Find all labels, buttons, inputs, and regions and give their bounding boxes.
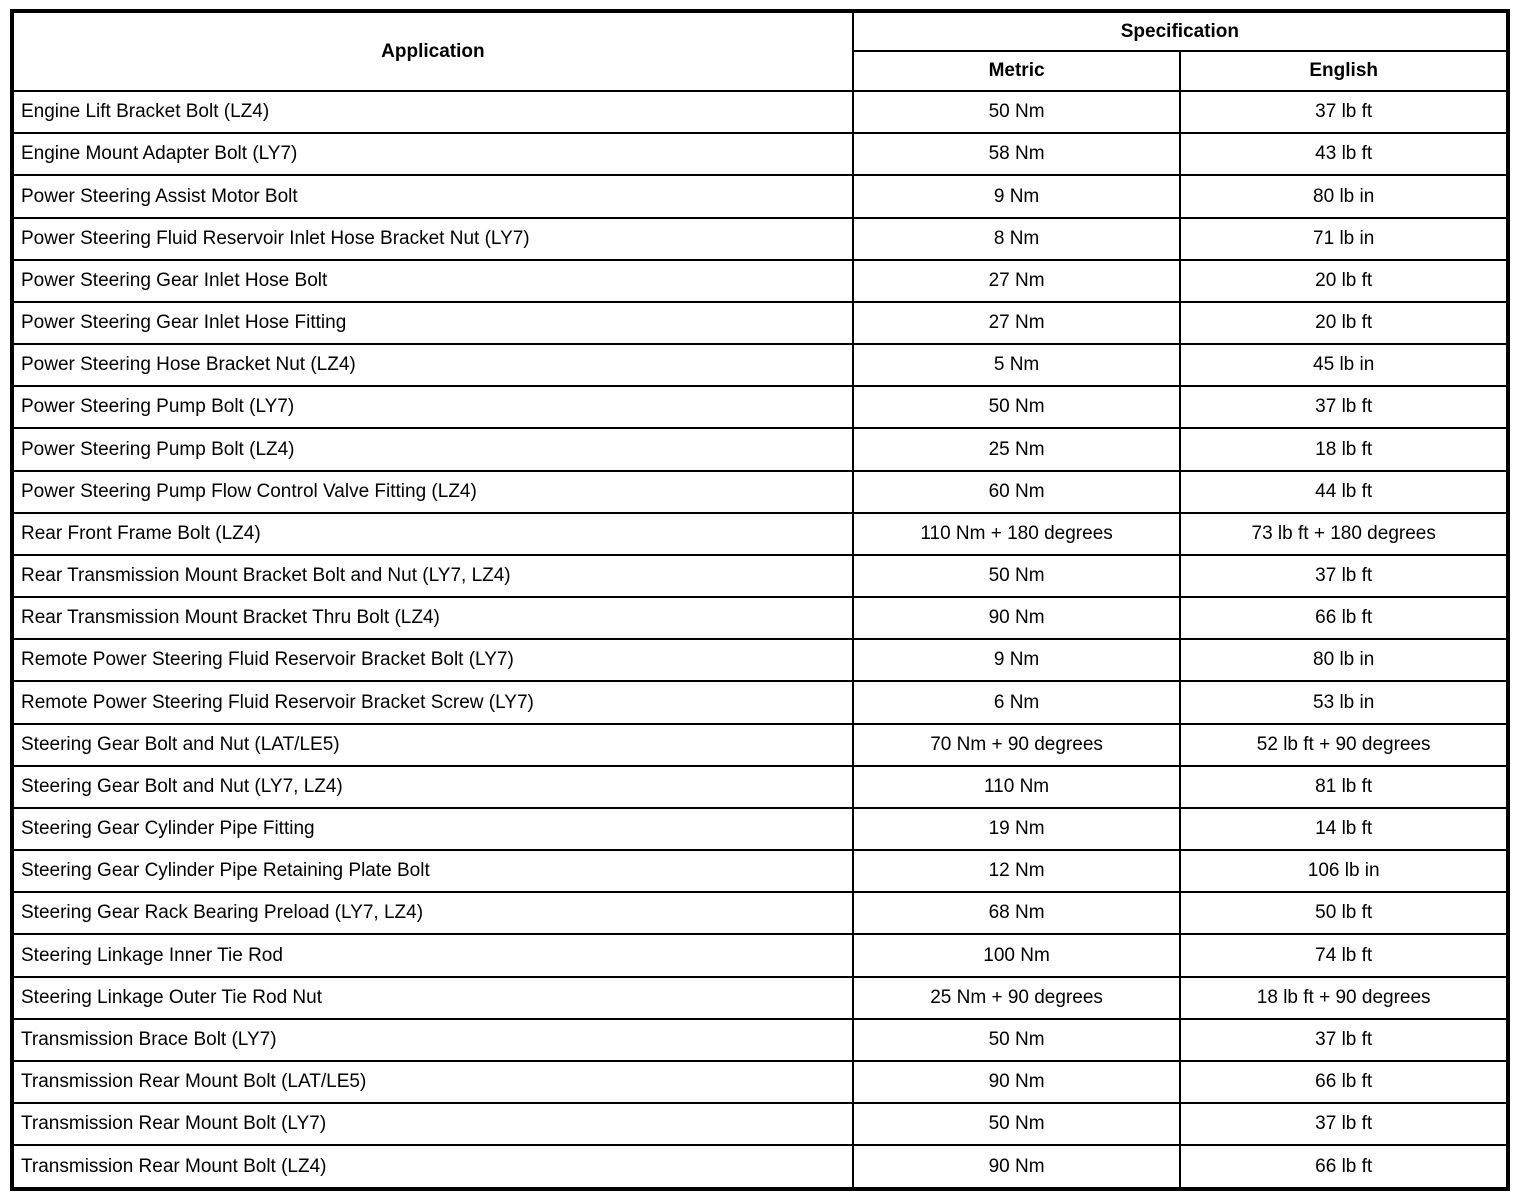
metric-value-cell: 60 Nm: [853, 471, 1181, 513]
metric-value-cell: 50 Nm: [853, 91, 1181, 133]
table-row: [12, 850, 1508, 892]
metric-value-cell: 8 Nm: [853, 218, 1181, 260]
metric-value-cell: 90 Nm: [853, 1145, 1181, 1189]
table-row: [12, 471, 1508, 513]
english-value-cell: 37 lb ft: [1180, 1103, 1508, 1145]
application-cell: Power Steering Pump Bolt (LY7): [12, 386, 853, 428]
application-cell: Steering Gear Cylinder Pipe Fitting: [12, 808, 853, 850]
spec-table-body: [12, 91, 1508, 1189]
metric-value-cell: 100 Nm: [853, 934, 1181, 976]
table-row: [12, 91, 1508, 133]
english-value-cell: 37 lb ft: [1180, 386, 1508, 428]
english-value-cell: 81 lb ft: [1180, 766, 1508, 808]
metric-value-cell: 110 Nm: [853, 766, 1181, 808]
english-value-cell: 43 lb ft: [1180, 133, 1508, 175]
metric-value-cell: 25 Nm: [853, 428, 1181, 470]
english-value-cell: 80 lb in: [1180, 639, 1508, 681]
header-specification: Specification: [853, 11, 1508, 51]
application-cell: Engine Mount Adapter Bolt (LY7): [12, 133, 853, 175]
table-row: [12, 639, 1508, 681]
table-row: [12, 977, 1508, 1019]
application-cell: Power Steering Hose Bracket Nut (LZ4): [12, 344, 853, 386]
english-value-cell: 20 lb ft: [1180, 302, 1508, 344]
metric-value-cell: 12 Nm: [853, 850, 1181, 892]
table-row: [12, 133, 1508, 175]
header-metric: Metric: [853, 51, 1181, 91]
table-row: [12, 428, 1508, 470]
application-cell: Transmission Brace Bolt (LY7): [12, 1019, 853, 1061]
metric-value-cell: 70 Nm + 90 degrees: [853, 724, 1181, 766]
application-cell: Transmission Rear Mount Bolt (LZ4): [12, 1145, 853, 1189]
table-row: [12, 808, 1508, 850]
table-row: [12, 344, 1508, 386]
english-value-cell: 66 lb ft: [1180, 1061, 1508, 1103]
metric-value-cell: 90 Nm: [853, 597, 1181, 639]
english-value-cell: 52 lb ft + 90 degrees: [1180, 724, 1508, 766]
table-row: [12, 302, 1508, 344]
table-row: [12, 597, 1508, 639]
english-value-cell: 37 lb ft: [1180, 555, 1508, 597]
table-row: [12, 892, 1508, 934]
application-cell: Remote Power Steering Fluid Reservoir Bracket Screw (LY7): [12, 681, 853, 723]
application-cell: Steering Gear Cylinder Pipe Retaining Plate Bolt: [12, 850, 853, 892]
table-row: [12, 1019, 1508, 1061]
english-value-cell: 66 lb ft: [1180, 1145, 1508, 1189]
application-cell: Rear Transmission Mount Bracket Thru Bolt (LZ4): [12, 597, 853, 639]
metric-value-cell: 6 Nm: [853, 681, 1181, 723]
table-row: [12, 1061, 1508, 1103]
metric-value-cell: 50 Nm: [853, 386, 1181, 428]
metric-value-cell: 9 Nm: [853, 175, 1181, 217]
table-row: [12, 766, 1508, 808]
english-value-cell: 37 lb ft: [1180, 91, 1508, 133]
english-value-cell: 74 lb ft: [1180, 934, 1508, 976]
application-cell: Transmission Rear Mount Bolt (LY7): [12, 1103, 853, 1145]
metric-value-cell: 25 Nm + 90 degrees: [853, 977, 1181, 1019]
english-value-cell: 106 lb in: [1180, 850, 1508, 892]
metric-value-cell: 58 Nm: [853, 133, 1181, 175]
english-value-cell: 50 lb ft: [1180, 892, 1508, 934]
table-row: [12, 175, 1508, 217]
english-value-cell: 45 lb in: [1180, 344, 1508, 386]
english-value-cell: 73 lb ft + 180 degrees: [1180, 513, 1508, 555]
table-row: [12, 260, 1508, 302]
application-cell: Steering Gear Bolt and Nut (LAT/LE5): [12, 724, 853, 766]
metric-value-cell: 50 Nm: [853, 1019, 1181, 1061]
application-cell: Power Steering Assist Motor Bolt: [12, 175, 853, 217]
metric-value-cell: 27 Nm: [853, 260, 1181, 302]
metric-value-cell: 9 Nm: [853, 639, 1181, 681]
english-value-cell: 20 lb ft: [1180, 260, 1508, 302]
header-application: Application: [12, 11, 853, 91]
metric-value-cell: 50 Nm: [853, 1103, 1181, 1145]
english-value-cell: 37 lb ft: [1180, 1019, 1508, 1061]
metric-value-cell: 110 Nm + 180 degrees: [853, 513, 1181, 555]
table-row: [12, 681, 1508, 723]
english-value-cell: 80 lb in: [1180, 175, 1508, 217]
application-cell: Transmission Rear Mount Bolt (LAT/LE5): [12, 1061, 853, 1103]
english-value-cell: 53 lb in: [1180, 681, 1508, 723]
english-value-cell: 14 lb ft: [1180, 808, 1508, 850]
metric-value-cell: 50 Nm: [853, 555, 1181, 597]
torque-spec-table: [10, 9, 1510, 1191]
table-row: [12, 555, 1508, 597]
header-english: English: [1180, 51, 1508, 91]
application-cell: Steering Linkage Outer Tie Rod Nut: [12, 977, 853, 1019]
table-row: [12, 724, 1508, 766]
application-cell: Steering Gear Bolt and Nut (LY7, LZ4): [12, 766, 853, 808]
table-row: [12, 1103, 1508, 1145]
application-cell: Power Steering Pump Bolt (LZ4): [12, 428, 853, 470]
application-cell: Rear Transmission Mount Bracket Bolt and Nut (LY7, LZ4): [12, 555, 853, 597]
table-row: [12, 386, 1508, 428]
english-value-cell: 71 lb in: [1180, 218, 1508, 260]
english-value-cell: 18 lb ft + 90 degrees: [1180, 977, 1508, 1019]
table-row: [12, 934, 1508, 976]
english-value-cell: 66 lb ft: [1180, 597, 1508, 639]
application-cell: Engine Lift Bracket Bolt (LZ4): [12, 91, 853, 133]
application-cell: Rear Front Frame Bolt (LZ4): [12, 513, 853, 555]
application-cell: Power Steering Pump Flow Control Valve Fitting (LZ4): [12, 471, 853, 513]
application-cell: Steering Gear Rack Bearing Preload (LY7, LZ4): [12, 892, 853, 934]
table-row: [12, 513, 1508, 555]
application-cell: Steering Linkage Inner Tie Rod: [12, 934, 853, 976]
english-value-cell: 44 lb ft: [1180, 471, 1508, 513]
application-cell: Power Steering Gear Inlet Hose Fitting: [12, 302, 853, 344]
metric-value-cell: 19 Nm: [853, 808, 1181, 850]
application-cell: Power Steering Gear Inlet Hose Bolt: [12, 260, 853, 302]
table-row: [12, 218, 1508, 260]
metric-value-cell: 90 Nm: [853, 1061, 1181, 1103]
table-row: [12, 1145, 1508, 1189]
application-cell: Power Steering Fluid Reservoir Inlet Hose Bracket Nut (LY7): [12, 218, 853, 260]
application-cell: Remote Power Steering Fluid Reservoir Bracket Bolt (LY7): [12, 639, 853, 681]
spec-table-header: [12, 11, 1508, 91]
metric-value-cell: 5 Nm: [853, 344, 1181, 386]
metric-value-cell: 68 Nm: [853, 892, 1181, 934]
english-value-cell: 18 lb ft: [1180, 428, 1508, 470]
metric-value-cell: 27 Nm: [853, 302, 1181, 344]
